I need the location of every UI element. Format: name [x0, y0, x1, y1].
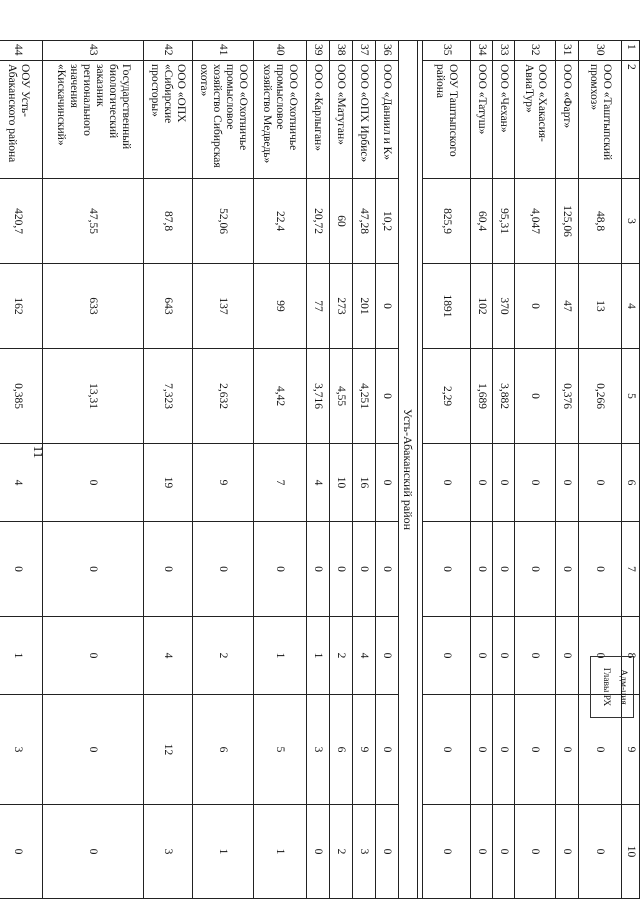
table-cell: 0: [144, 522, 193, 617]
table-cell: 0: [556, 617, 579, 695]
table-gap-row: [418, 41, 423, 899]
table-cell: 0: [43, 522, 144, 617]
table-cell: 201: [353, 264, 376, 349]
organization-name-cell: ООО «Фарт»: [556, 61, 579, 179]
table-cell: 0: [193, 522, 254, 617]
table-cell: 41: [193, 41, 254, 61]
table-cell: 0: [579, 444, 622, 522]
organization-name-cell: ООО «Даниил и К»: [376, 61, 399, 179]
table-cell: 22,4: [254, 179, 307, 264]
table-cell: 0: [330, 522, 353, 617]
hunting-grounds-table: [0, 40, 640, 899]
table-cell: 77: [307, 264, 330, 349]
table-cell: 3: [0, 695, 43, 805]
table-cell: 32: [515, 41, 556, 61]
table-row: [423, 41, 471, 899]
table-cell: 0: [43, 695, 144, 805]
district-row: [399, 41, 418, 899]
table-cell: 6: [193, 695, 254, 805]
table-cell: 0: [556, 695, 579, 805]
table-cell: 4: [144, 617, 193, 695]
table-cell: 7: [254, 444, 307, 522]
table-cell: 125,06: [556, 179, 579, 264]
table-cell: 47,55: [43, 179, 144, 264]
table-cell: 1891: [423, 264, 471, 349]
table-cell: 1: [254, 617, 307, 695]
table-cell: 162: [0, 264, 43, 349]
table-cell: 273: [330, 264, 353, 349]
header-cell: 1: [622, 41, 640, 61]
table-cell: 0: [579, 522, 622, 617]
table-cell: 0: [376, 444, 399, 522]
table-cell: 0: [423, 805, 471, 899]
page-number: 11: [31, 445, 46, 459]
table-cell: 2,632: [193, 349, 254, 444]
table-row: [471, 41, 493, 899]
table-row: [353, 41, 376, 899]
table-cell: 0: [376, 695, 399, 805]
organization-name-cell: ООУ Усть-Абаканского района: [0, 61, 43, 179]
table-cell: 0: [376, 805, 399, 899]
table-cell: 1: [0, 617, 43, 695]
table-cell: 0: [471, 617, 493, 695]
table-cell: 19: [144, 444, 193, 522]
stamp-line-2: Главы РХ: [601, 667, 611, 707]
table-cell: 33: [493, 41, 515, 61]
table-cell: 12: [144, 695, 193, 805]
header-cell: 7: [622, 522, 640, 617]
table-row: [376, 41, 399, 899]
table-cell: 0: [376, 522, 399, 617]
table-cell: 10: [330, 444, 353, 522]
table-cell: 0: [493, 444, 515, 522]
table-cell: 9: [193, 444, 254, 522]
table-cell: 0: [515, 444, 556, 522]
table-cell: 0: [493, 522, 515, 617]
table-cell: 4,55: [330, 349, 353, 444]
table-cell: 47: [556, 264, 579, 349]
table-cell: 4,251: [353, 349, 376, 444]
table-cell: 47,28: [353, 179, 376, 264]
table-cell: 16: [353, 444, 376, 522]
table-cell: 99: [254, 264, 307, 349]
table-header-row: [622, 41, 640, 899]
table-row: [579, 41, 622, 899]
table-cell: 643: [144, 264, 193, 349]
table-cell: 4: [307, 444, 330, 522]
table-cell: 0: [515, 522, 556, 617]
table-cell: 0: [43, 444, 144, 522]
table-cell: 1: [254, 805, 307, 899]
organization-name-cell: ООО «Татуш»: [471, 61, 493, 179]
table-cell: 87,8: [144, 179, 193, 264]
table-cell: 13: [579, 264, 622, 349]
table-cell: 44: [0, 41, 43, 61]
table-cell: 42: [144, 41, 193, 61]
table-cell: 633: [43, 264, 144, 349]
table-cell: 2: [193, 617, 254, 695]
table-cell: 3: [307, 695, 330, 805]
table-cell: 3: [353, 805, 376, 899]
organization-name-cell: ООО «Охотничье промысловое хозяйство Медведь»: [254, 61, 307, 179]
table-cell: 0: [43, 805, 144, 899]
table-cell: 5: [254, 695, 307, 805]
district-name: Усть-Абаканский район: [399, 41, 418, 899]
table-row: [307, 41, 330, 899]
table-cell: 60: [330, 179, 353, 264]
table-cell: 4,047: [515, 179, 556, 264]
table-cell: 0: [556, 444, 579, 522]
table-cell: 0: [254, 522, 307, 617]
table-cell: 0: [493, 617, 515, 695]
table-cell: 3,716: [307, 349, 330, 444]
table-cell: 0: [471, 805, 493, 899]
table-cell: 2: [330, 617, 353, 695]
table-cell: 1: [193, 805, 254, 899]
table-cell: 4,42: [254, 349, 307, 444]
table-row: [493, 41, 515, 899]
table-cell: 0: [0, 522, 43, 617]
table-cell: 0: [515, 695, 556, 805]
table-row: [515, 41, 556, 899]
organization-name-cell: ООО «ОПХ Ирбис»: [353, 61, 376, 179]
table-cell: 0: [423, 617, 471, 695]
table-row: [43, 41, 144, 899]
table-cell: 0: [556, 522, 579, 617]
header-cell: 3: [622, 179, 640, 264]
table-cell: 0: [0, 805, 43, 899]
header-cell: 5: [622, 349, 640, 444]
table-row: [330, 41, 353, 899]
header-cell: 6: [622, 444, 640, 522]
table-cell: 1: [307, 617, 330, 695]
table-cell: 52,06: [193, 179, 254, 264]
table-cell: 0: [579, 617, 622, 695]
table-cell: 35: [423, 41, 471, 61]
organization-name-cell: ООО «Карлыган»: [307, 61, 330, 179]
table-row: [144, 41, 193, 899]
organization-name-cell: ООО «Охотничье промысловое хозяйство Сибирская охота»: [193, 61, 254, 179]
table-cell: 10,2: [376, 179, 399, 264]
table-cell: 34: [471, 41, 493, 61]
table-cell: 48,8: [579, 179, 622, 264]
table-cell: 2,29: [423, 349, 471, 444]
table-cell: 7,323: [144, 349, 193, 444]
table-cell: 0: [376, 264, 399, 349]
table-cell: 0: [515, 805, 556, 899]
table-cell: 6: [330, 695, 353, 805]
table-cell: 95,31: [493, 179, 515, 264]
header-cell: 4: [622, 264, 640, 349]
table-cell: 0: [471, 695, 493, 805]
table-cell: 0: [43, 617, 144, 695]
table-cell: 0: [556, 805, 579, 899]
stamp-line-1: Адм-ция: [618, 669, 628, 705]
table-cell: 0: [423, 444, 471, 522]
table-cell: 825,9: [423, 179, 471, 264]
table-cell: 0: [493, 695, 515, 805]
table-cell: 0,376: [556, 349, 579, 444]
table-cell: 2: [330, 805, 353, 899]
table-cell: 0: [471, 444, 493, 522]
table-cell: 20,72: [307, 179, 330, 264]
header-cell: 10: [622, 805, 640, 899]
table-cell: 40: [254, 41, 307, 61]
table-row: [254, 41, 307, 899]
table-cell: 0: [515, 349, 556, 444]
organization-name-cell: ООО «Чехан»: [493, 61, 515, 179]
table-cell: 30: [579, 41, 622, 61]
table-cell: 0: [423, 522, 471, 617]
table-cell: 0: [493, 805, 515, 899]
table-cell: 4: [353, 617, 376, 695]
table-cell: 31: [556, 41, 579, 61]
table-cell: 39: [307, 41, 330, 61]
header-cell: 2: [622, 61, 640, 179]
table-cell: 36: [376, 41, 399, 61]
table-cell: 0: [515, 264, 556, 349]
organization-name-cell: ООО «Хакасия-АвиаТур»: [515, 61, 556, 179]
table-cell: 43: [43, 41, 144, 61]
organization-name-cell: ООО «Таштыпский промхоз»: [579, 61, 622, 179]
header-cell: 8: [622, 617, 640, 695]
table-cell: 38: [330, 41, 353, 61]
table-cell: 137: [193, 264, 254, 349]
administration-stamp: [590, 656, 634, 718]
table-cell: 0: [423, 695, 471, 805]
table-cell: 1,689: [471, 349, 493, 444]
table-cell: 0: [376, 617, 399, 695]
table-cell: 3: [144, 805, 193, 899]
table-cell: 0: [515, 617, 556, 695]
table-cell: 4: [0, 444, 43, 522]
table-cell: 13,31: [43, 349, 144, 444]
table-cell: 0,266: [579, 349, 622, 444]
organization-name-cell: ООУ Таштыпского района: [423, 61, 471, 179]
table-cell: 102: [471, 264, 493, 349]
table-cell: 0: [471, 522, 493, 617]
rotated-table-container: [6, 40, 640, 898]
table-row: [193, 41, 254, 899]
gap-cell: [418, 41, 423, 899]
table-cell: 60,4: [471, 179, 493, 264]
table-row: [556, 41, 579, 899]
header-cell: 9: [622, 695, 640, 805]
table-cell: 0,385: [0, 349, 43, 444]
organization-name-cell: Государственный биологический заказник регионального значения «Кискачинский»: [43, 61, 144, 179]
table-cell: 0: [307, 805, 330, 899]
table-cell: 370: [493, 264, 515, 349]
table-cell: 9: [353, 695, 376, 805]
table-cell: 420,7: [0, 179, 43, 264]
table-cell: 37: [353, 41, 376, 61]
table-cell: 0: [307, 522, 330, 617]
organization-name-cell: ООО «ОПХ «Сибирские просторы»: [144, 61, 193, 179]
table-cell: 0: [353, 522, 376, 617]
table-cell: 0: [579, 805, 622, 899]
table-cell: 0: [579, 695, 622, 805]
table-row: [0, 41, 43, 899]
table-cell: 3,882: [493, 349, 515, 444]
table-cell: 0: [376, 349, 399, 444]
organization-name-cell: ООО «Матуган»: [330, 61, 353, 179]
